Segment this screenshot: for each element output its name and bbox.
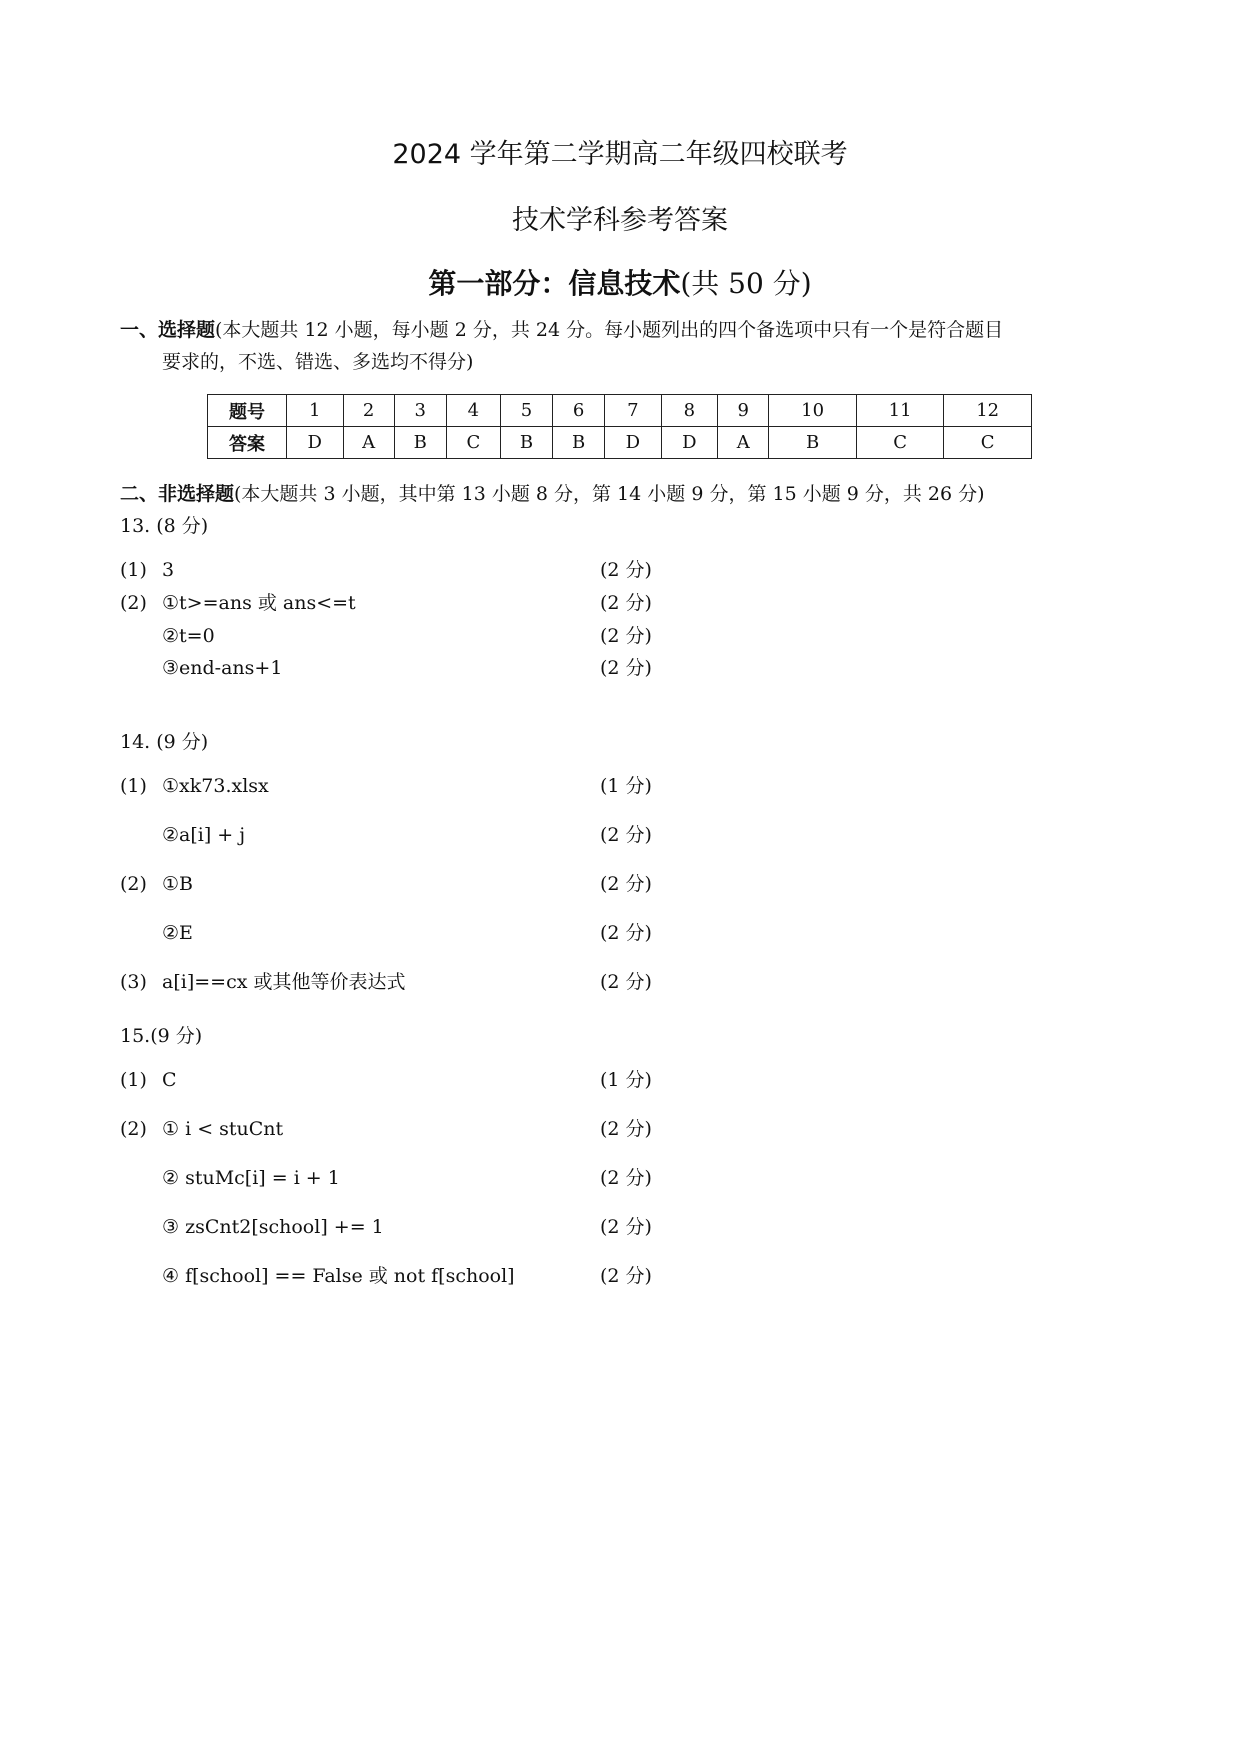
answer-text: ②a[i] + j <box>162 824 246 846</box>
section1-label: 一、选择题 <box>120 319 216 341</box>
q14-heading: 14. (9 分) <box>120 731 209 753</box>
table-row-label-answer: 答案 <box>208 427 287 459</box>
answer-cell: A <box>343 427 394 459</box>
section2-heading <box>120 478 985 511</box>
answer-cell: B <box>769 427 857 459</box>
sub-question-number: (2) <box>120 592 147 614</box>
sub-question-number: (2) <box>120 873 147 895</box>
answer-text: C <box>162 1069 177 1091</box>
answer-text: ① i < stuCnt <box>162 1118 284 1140</box>
q15-heading: 15.(9 分) <box>120 1025 203 1047</box>
table-row-label-question: 题号 <box>208 395 287 427</box>
question-number-cell: 7 <box>605 395 662 427</box>
question-number-cell: 6 <box>553 395 605 427</box>
points-label: (2 分) <box>600 625 652 647</box>
points-label: (2 分) <box>600 873 652 895</box>
question-number-cell: 4 <box>446 395 500 427</box>
answer-text: ④ f[school] == False 或 not f[school] <box>162 1265 515 1287</box>
section2-label: 二、非选择题 <box>120 483 235 505</box>
points-label: (2 分) <box>600 971 652 993</box>
answer-text: ②E <box>162 922 193 944</box>
question-number-cell: 5 <box>500 395 552 427</box>
question-number-cell: 11 <box>856 395 944 427</box>
answer-text: ①B <box>162 873 193 895</box>
answer-table-answer-row <box>208 427 1032 459</box>
answer-cell: C <box>944 427 1032 459</box>
exam-title: 2024 学年第二学期高二年级四校联考 <box>392 139 848 170</box>
points-label: (2 分) <box>600 1216 652 1238</box>
answer-text: ② stuMc[i] = i + 1 <box>162 1167 340 1189</box>
points-label: (2 分) <box>600 922 652 944</box>
answer-table <box>207 394 1032 459</box>
points-label: (2 分) <box>600 1167 652 1189</box>
points-label: (2 分) <box>600 559 652 581</box>
points-label: (2 分) <box>600 592 652 614</box>
section1-heading <box>120 314 1003 347</box>
section1-desc-line2: 要求的，不选、错选、多选均不得分) <box>162 351 474 373</box>
answer-text: ③end-ans+1 <box>162 657 283 679</box>
answer-cell: C <box>856 427 944 459</box>
answer-cell: B <box>394 427 446 459</box>
answer-text: a[i]==cx 或其他等价表达式 <box>162 971 406 993</box>
sub-question-number: (1) <box>120 775 147 797</box>
q13-heading: 13. (8 分) <box>120 515 209 537</box>
question-number-cell: 12 <box>944 395 1032 427</box>
answer-text: ①t>=ans 或 ans<=t <box>162 592 356 614</box>
sub-question-number: (3) <box>120 971 147 993</box>
question-number-cell: 3 <box>394 395 446 427</box>
question-number-cell: 10 <box>769 395 857 427</box>
answer-cell: D <box>661 427 718 459</box>
answer-text: ①xk73.xlsx <box>162 775 269 797</box>
answer-text: ②t=0 <box>162 625 215 647</box>
answer-text: ③ zsCnt2[school] += 1 <box>162 1216 384 1238</box>
points-label: (2 分) <box>600 657 652 679</box>
question-number-cell: 9 <box>718 395 769 427</box>
section1-desc-line1: (本大题共 12 小题，每小题 2 分，共 24 分。每小题列出的四个备选项中只有一个是符合题目 <box>215 319 1004 341</box>
exam-subtitle: 技术学科参考答案 <box>512 205 728 236</box>
sub-question-number: (2) <box>120 1118 147 1140</box>
answer-cell: D <box>605 427 662 459</box>
section2-desc: (本大题共 3 小题，其中第 13 小题 8 分，第 14 小题 9 分，第 15 小题 9 分，共 26 分) <box>234 483 985 505</box>
answer-text: 3 <box>162 559 175 581</box>
answer-cell: B <box>500 427 552 459</box>
points-label: (2 分) <box>600 1265 652 1287</box>
points-label: (2 分) <box>600 824 652 846</box>
sub-question-number: (1) <box>120 559 147 581</box>
points-label: (2 分) <box>600 1118 652 1140</box>
question-number-cell: 8 <box>661 395 718 427</box>
points-label: (1 分) <box>600 775 652 797</box>
sub-question-number: (1) <box>120 1069 147 1091</box>
part-title-main: 第一部分：信息技术 <box>428 267 681 300</box>
answer-cell: A <box>718 427 769 459</box>
answer-cell: C <box>446 427 500 459</box>
part-title <box>0 262 1240 302</box>
part-title-points: (共 50 分) <box>680 267 812 300</box>
answer-cell: D <box>287 427 344 459</box>
answer-table-question-row <box>208 395 1032 427</box>
question-number-cell: 2 <box>343 395 394 427</box>
points-label: (1 分) <box>600 1069 652 1091</box>
question-number-cell: 1 <box>287 395 344 427</box>
answer-cell: B <box>553 427 605 459</box>
